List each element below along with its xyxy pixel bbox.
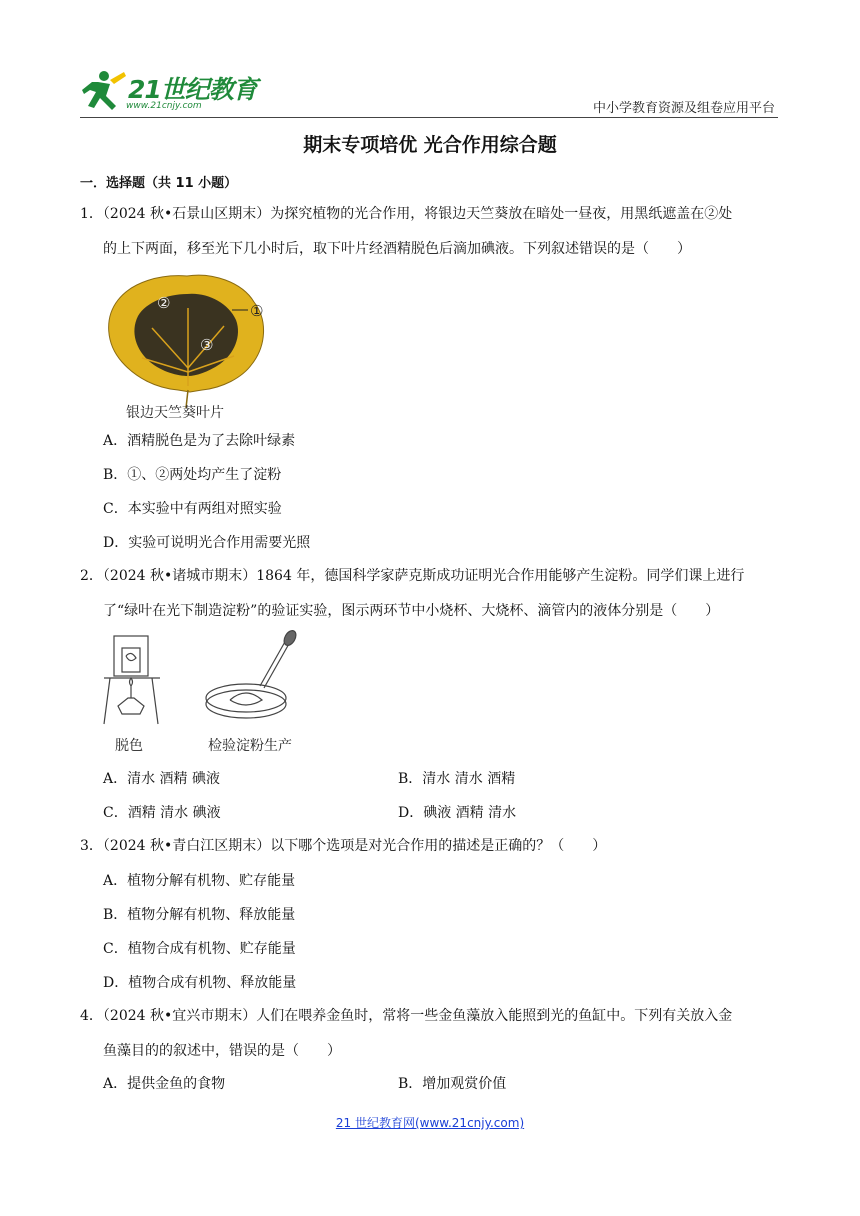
leaf-label-2: ② (157, 294, 171, 312)
logo-text: 21世纪教育 (128, 75, 257, 104)
q1-option-c[interactable]: C．本实验中有两组对照实验 (103, 501, 282, 517)
q2-option-d[interactable]: D．碘液 酒精 清水 (398, 805, 517, 821)
leaf-figure-caption: 银边天竺葵叶片 (126, 405, 224, 421)
footer-link[interactable]: 21 世纪教育网(www.21cnjy.com) (335, 1116, 525, 1130)
q3-option-c[interactable]: C．植物合成有机物、贮存能量 (103, 941, 296, 957)
section-title: 一．选择题（共 11 小题） (80, 176, 238, 191)
q3-option-b[interactable]: B．植物分解有机物、释放能量 (103, 907, 296, 923)
header-platform-text: 中小学教育资源及组卷应用平台 (592, 101, 775, 116)
question-4-line-2: 鱼藻目的的叙述中，错误的是（ ） (103, 1043, 341, 1059)
question-2-line-1: 2．（2024 秋•诸城市期末）1864 年，德国科学家萨克斯成功证明光合作用能够产生淀粉。同学们课上进行 (80, 568, 745, 584)
header-divider (80, 117, 778, 118)
page-title: 期末专项培优 光合作用综合题 (303, 134, 557, 156)
leaf-label-3: ③ (200, 336, 214, 354)
starch-test-caption: 检验淀粉生产 (208, 738, 292, 754)
question-1-line-2: 的上下两面，移至光下几小时后，取下叶片经酒精脱色后滴加碘液。下列叙述错误的是（ ） (103, 241, 691, 257)
q4-option-a[interactable]: A．提供金鱼的食物 (103, 1076, 226, 1092)
q2-option-c[interactable]: C．酒精 清水 碘液 (103, 805, 221, 821)
question-4-line-1: 4．（2024 秋•宜兴市期末）人们在喂养金鱼时，常将一些金鱼藻放入能照到光的鱼缸中。下列有关放入金 (80, 1008, 733, 1024)
starch-experiment-figure (100, 628, 310, 732)
decolorize-caption: 脱色 (115, 738, 143, 754)
water-bath-apparatus (104, 636, 160, 724)
q1-option-d[interactable]: D．实验可说明光合作用需要光照 (103, 535, 311, 551)
leaf-label-1: ① (250, 302, 264, 320)
question-1-line-1: 1．（2024 秋•石景山区期末）为探究植物的光合作用，将银边天竺葵放在暗处一昼夜，用黑纸遮盖在②处 (80, 206, 733, 222)
running-man-icon (82, 71, 126, 110)
q4-option-b[interactable]: B．增加观赏价值 (398, 1076, 507, 1092)
q3-option-d[interactable]: D．植物合成有机物、释放能量 (103, 975, 297, 991)
petri-dish-dropper (206, 629, 298, 718)
logo-url: www.21cnjy.com (126, 101, 202, 111)
q2-option-a[interactable]: A．清水 酒精 碘液 (103, 771, 221, 787)
q2-option-b[interactable]: B．清水 清水 酒精 (398, 771, 516, 787)
q1-option-b[interactable]: B．①、②两处均产生了淀粉 (103, 467, 282, 483)
q1-option-a[interactable]: A．酒精脱色是为了去除叶绿素 (103, 433, 296, 449)
geranium-leaf-figure (102, 268, 272, 418)
q3-option-a[interactable]: A．植物分解有机物、贮存能量 (103, 873, 296, 889)
question-2-line-2: 了“绿叶在光下制造淀粉”的验证实验，图示两环节中小烧杯、大烧杯、滴管内的液体分别是（ ） (103, 603, 720, 619)
question-3-line-1: 3．（2024 秋•青白江区期末）以下哪个选项是对光合作用的描述是正确的？（ ） (80, 838, 607, 854)
